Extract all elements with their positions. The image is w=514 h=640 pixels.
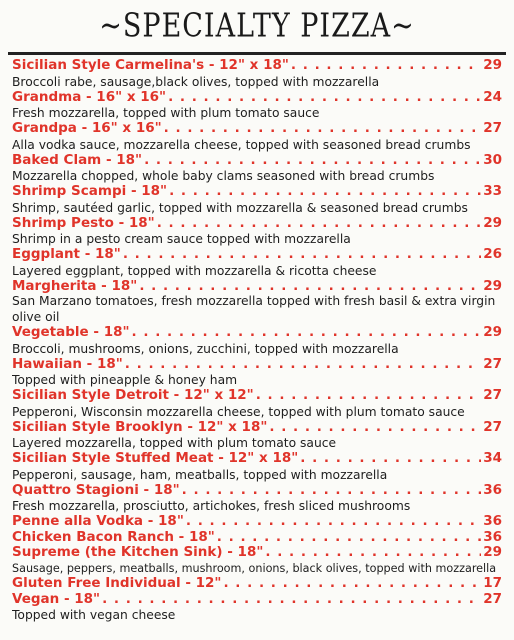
menu-item-name: Supreme (the Kitchen Sink) - 18" xyxy=(12,545,264,560)
menu-item-description: Sausage, peppers, meatballs, mushroom, onions, black olives, topped with mozzarella xyxy=(12,561,497,575)
menu-item-description: Fresh mozzarella, prosciutto, artichokes, fresh sliced mushrooms xyxy=(12,499,411,513)
menu-list xyxy=(0,58,514,623)
menu-item-price: 27 xyxy=(483,591,502,607)
menu-item-header xyxy=(12,420,502,436)
dot-leader xyxy=(125,357,481,373)
menu-item-name: Vegetable - 18" xyxy=(12,325,130,340)
menu-item-description: Layered eggplant, topped with mozzarella & ricotta cheese xyxy=(12,263,377,278)
menu-item-price: 36 xyxy=(483,514,502,529)
menu-item xyxy=(12,121,502,153)
menu-item-price: 36 xyxy=(483,529,502,545)
menu-item-price: 34 xyxy=(483,451,502,466)
menu-item-price: 30 xyxy=(483,152,502,168)
menu-item xyxy=(12,357,502,389)
menu-item-header xyxy=(12,451,502,467)
dot-leader xyxy=(300,451,481,467)
menu-item-description: Broccoli, mushrooms, onions, zucchini, topped with mozzarella xyxy=(12,341,399,356)
menu-item-name: Baked Clam - 18" xyxy=(12,152,143,168)
dot-leader xyxy=(139,279,481,295)
dot-leader xyxy=(132,325,482,341)
menu-item xyxy=(12,514,502,530)
menu-item xyxy=(12,420,502,452)
dot-leader xyxy=(123,247,481,263)
menu-item-price: 29 xyxy=(483,58,502,73)
menu-item-name: Shrimp Pesto - 18" xyxy=(12,215,155,231)
dot-leader xyxy=(164,121,482,137)
menu-item-description: Fresh mozzarella, topped with plum tomato sauce xyxy=(12,106,320,120)
dot-leader xyxy=(265,545,481,561)
menu-item xyxy=(12,388,502,420)
dot-leader xyxy=(223,576,481,592)
menu-item xyxy=(12,247,502,279)
title-divider xyxy=(8,52,506,55)
menu-item-name: Hawaiian - 18" xyxy=(12,356,123,372)
menu-item-price: 27 xyxy=(483,419,502,435)
menu-item-price: 29 xyxy=(483,278,502,294)
menu-header xyxy=(0,0,514,52)
dot-leader xyxy=(168,90,481,106)
menu-item xyxy=(12,184,502,216)
menu-item-header xyxy=(12,592,502,608)
menu-item-name: Grandma - 16" x 16" xyxy=(12,89,167,105)
menu-item-name: Sicilian Style Detroit - 12" x 12" xyxy=(12,388,254,403)
menu-item-name: Chicken Bacon Ranch - 18" xyxy=(12,529,215,545)
menu-item xyxy=(12,153,502,185)
menu-item-header xyxy=(12,279,502,295)
menu-item xyxy=(12,545,502,576)
menu-item-name: Shrimp Scampi - 18" xyxy=(12,184,168,199)
menu-item-price: 27 xyxy=(483,388,502,403)
menu-item-price: 27 xyxy=(483,121,502,136)
menu-item xyxy=(12,90,502,122)
menu-item-header xyxy=(12,388,502,404)
menu-item-price: 17 xyxy=(483,576,502,591)
menu-item-name: Penne alla Vodka - 18" xyxy=(12,514,184,529)
dot-leader xyxy=(256,388,482,404)
menu-item-description: Pepperoni, sausage, ham, meatballs, topped with mozzarella xyxy=(12,467,388,482)
menu-item-header xyxy=(12,247,502,263)
menu-item-price: 27 xyxy=(483,356,502,372)
menu-item-price: 26 xyxy=(483,247,502,262)
dot-leader xyxy=(182,483,482,499)
menu-item xyxy=(12,216,502,248)
menu-item xyxy=(12,592,502,624)
menu-item-header xyxy=(12,216,502,232)
menu-item-header xyxy=(12,483,502,499)
menu-item-price: 24 xyxy=(483,89,502,105)
menu-item-header xyxy=(12,121,502,137)
dot-leader xyxy=(291,58,481,74)
menu-item xyxy=(12,58,502,90)
menu-item xyxy=(12,576,502,592)
menu-item-description: Shrimp, sautéed garlic, topped with mozzarella & seasoned bread crumbs xyxy=(12,200,468,215)
dot-leader xyxy=(217,530,481,546)
menu-item-name: Sicilian Style Stuffed Meat - 12" x 18" xyxy=(12,451,299,466)
menu-item-price: 33 xyxy=(483,184,502,199)
dot-leader xyxy=(144,153,481,169)
menu-item-name: Eggplant - 18" xyxy=(12,247,121,262)
menu-item-price: 29 xyxy=(483,545,502,560)
dot-leader xyxy=(269,420,481,436)
menu-item-name: Sicilian Style Carmelina's - 12" x 18" xyxy=(12,58,289,73)
menu-item-description: Broccoli rabe, sausage,black olives, topped with mozzarella xyxy=(12,74,380,89)
menu-item-description: Layered mozzarella, topped with plum tomato sauce xyxy=(12,436,337,450)
menu-item-header xyxy=(12,184,502,200)
dot-leader xyxy=(169,184,481,200)
menu-item-name: Grandpa - 16" x 16" xyxy=(12,121,162,136)
menu-item-description: Pepperoni, Wisconsin mozzarella cheese, topped with plum tomato sauce xyxy=(12,404,465,419)
menu-item-header xyxy=(12,545,502,561)
dot-leader xyxy=(102,592,481,608)
menu-item-name: Sicilian Style Brooklyn - 12" x 18" xyxy=(12,419,268,435)
page-title: ~SPECIALTY PIZZA~ xyxy=(99,7,415,45)
menu-item-name: Gluten Free Individual - 12" xyxy=(12,576,222,591)
dot-leader xyxy=(157,216,482,232)
menu-item-description: Shrimp in a pesto cream sauce topped with mozzarella xyxy=(12,232,351,246)
menu-item-header xyxy=(12,530,502,546)
menu-item-price: 36 xyxy=(483,482,502,498)
menu-item-price: 29 xyxy=(483,325,502,340)
menu-item xyxy=(12,483,502,515)
menu-item-description: Topped with vegan cheese xyxy=(12,608,176,622)
menu-item-description: Alla vodka sauce, mozzarella cheese, topped with seasoned bread crumbs xyxy=(12,137,471,152)
menu-item-price: 29 xyxy=(483,215,502,231)
menu-item-name: Vegan - 18" xyxy=(12,591,101,607)
menu-item-name: Margherita - 18" xyxy=(12,278,138,294)
menu-item-header xyxy=(12,357,502,373)
menu-item-description: Topped with pineapple & honey ham xyxy=(12,373,238,387)
menu-item xyxy=(12,530,502,546)
menu-item-header xyxy=(12,153,502,169)
menu-item-header xyxy=(12,576,502,592)
menu-item xyxy=(12,451,502,483)
menu-item-name: Quattro Stagioni - 18" xyxy=(12,482,180,498)
menu-item xyxy=(12,325,502,357)
menu-item-description: San Marzano tomatoes, fresh mozzarella topped with fresh basil & extra virgin olive oil xyxy=(12,294,496,324)
menu-item xyxy=(12,279,502,326)
menu-item-description: Mozzarella chopped, whole baby clams seasoned with bread crumbs xyxy=(12,169,435,183)
menu-item-header xyxy=(12,90,502,106)
menu-item-header xyxy=(12,58,502,74)
dot-leader xyxy=(186,514,481,530)
menu-item-header xyxy=(12,514,502,530)
menu-item-header xyxy=(12,325,502,341)
